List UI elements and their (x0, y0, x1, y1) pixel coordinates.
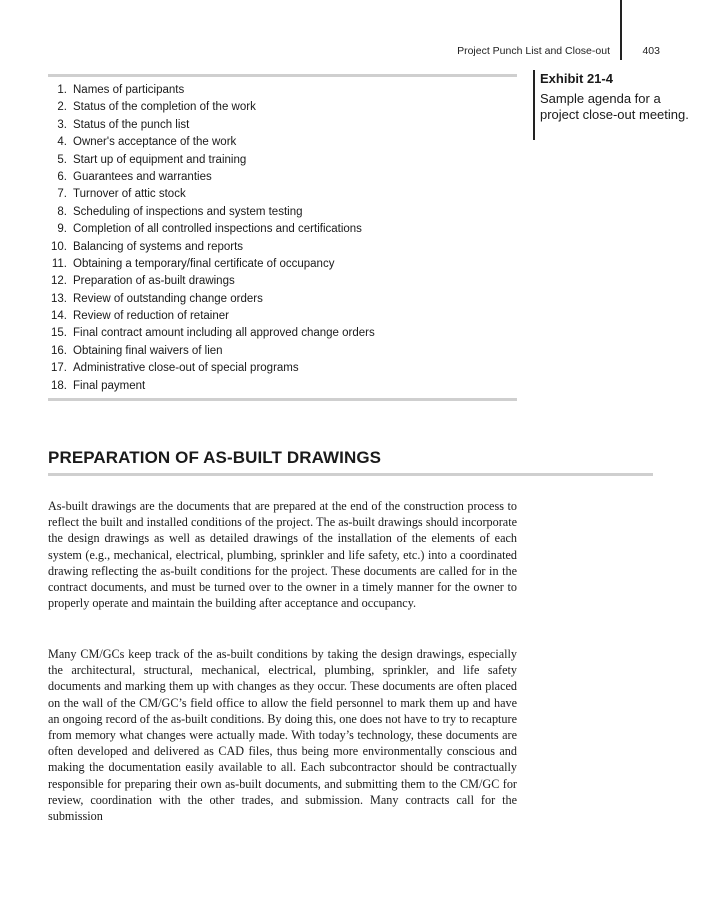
agenda-item (48, 291, 517, 308)
caption-bar (533, 70, 535, 140)
agenda-item-text: Turnover of attic stock (73, 188, 186, 201)
agenda-item-text: Start up of equipment and training (73, 153, 247, 166)
agenda-item-number: 10. (51, 240, 67, 253)
agenda-item-text: Completion of all controlled inspections and certifications (73, 223, 362, 236)
agenda-item (48, 325, 517, 342)
agenda-item-text: Names of participants (73, 84, 185, 96)
exhibit-label: Exhibit 21-4 (540, 71, 613, 86)
agenda-item (48, 99, 517, 116)
agenda-item-number: 5. (57, 153, 67, 166)
header-divider (620, 0, 622, 60)
agenda-item-number: 1. (57, 84, 67, 96)
agenda-item (48, 221, 517, 238)
agenda-item (48, 239, 517, 256)
agenda-item-number: 2. (57, 101, 67, 114)
agenda-item-text: Review of outstanding change orders (73, 292, 263, 305)
page-number: 403 (642, 45, 660, 57)
body-paragraph: As-built drawings are the documents that are prepared at the end of the construction process to reflect the built and installed conditions of the project. The as-built drawings should incorporate the design drawings as well as detailed drawings of the installation of the elements of each system (e.g., mechanical, electrical, plumbing, sprinkler and life safety, etc.) into a coordinated drawing reflecting the as-built conditions for the project. These documents are called for in the contract documents, and must be turned over to the owner in a timely manner for the owner to properly operate and maintain the building after acceptance and occupancy. (48, 499, 517, 611)
agenda-item (48, 343, 517, 360)
exhibit-bottom-rule (48, 398, 517, 401)
agenda-item (48, 308, 517, 325)
agenda-item-number: 9. (57, 223, 67, 236)
exhibit-caption: Sample agenda for a project close-out meeting. (540, 91, 689, 122)
agenda-item (48, 169, 517, 186)
agenda-item-number: 13. (51, 292, 67, 305)
agenda-item-number: 8. (57, 205, 67, 218)
agenda-item (48, 256, 517, 273)
agenda-item-number: 16. (51, 344, 67, 357)
agenda-item-number: 15. (51, 327, 67, 340)
agenda-item (48, 378, 517, 395)
agenda-item-text: Final contract amount including all approved change orders (73, 327, 375, 340)
agenda-item-text: Owner's acceptance of the work (73, 136, 237, 149)
agenda-item-number: 11. (51, 257, 67, 270)
agenda-item (48, 152, 517, 169)
heading-rule (48, 473, 653, 476)
agenda-item-number: 17. (51, 362, 67, 375)
agenda-item-text: Administrative close-out of special programs (73, 362, 299, 375)
agenda-item (48, 204, 517, 221)
exhibit-caption-block (540, 71, 690, 123)
agenda-item-number: 14. (51, 310, 67, 323)
agenda-item (48, 186, 517, 203)
body-paragraph: Many CM/GCs keep track of the as-built conditions by taking the design drawings, especially the architectural, structural, mechanical, electrical, plumbing, sprinkler, and life safety documents and marking them up with changes as they occur. These documents are often placed on the wall of the CM/GC’s field office to allow the field personnel to mark them up and have an ongoing record of the as-built conditions. By doing this, one does not have to try to recapture from memory what changes were actually made. With today’s technology, these documents are often developed and delivered as CAD files, thus being more environmentally conscious and making the documentation easily available to all. Each subcontractor should be contractually responsible for preparing their own as-built documents, and submitting them to the CM/GC for review, coordination with the other trades, and submission. Many contracts call for the submission (48, 647, 517, 824)
agenda-item-text: Final payment (73, 379, 146, 392)
agenda-item-number: 6. (57, 170, 67, 183)
exhibit-top-rule (48, 74, 517, 77)
agenda-item (48, 82, 517, 99)
agenda-item-text: Obtaining a temporary/final certificate of occupancy (73, 257, 335, 270)
agenda-item-text: Balancing of systems and reports (73, 240, 244, 253)
agenda-item-text: Status of the punch list (73, 118, 190, 131)
agenda-item-text: Obtaining final waivers of lien (73, 344, 223, 357)
agenda-item (48, 273, 517, 290)
agenda-item-text: Status of the completion of the work (73, 101, 256, 114)
agenda-item-number: 3. (57, 118, 67, 131)
agenda-item-number: 7. (57, 188, 67, 201)
agenda-item-text: Review of reduction of retainer (73, 310, 229, 323)
agenda-item (48, 117, 517, 134)
agenda-item-number: 12. (51, 275, 67, 288)
agenda-list (48, 82, 517, 395)
running-header-title: Project Punch List and Close-out (457, 45, 610, 57)
agenda-item-text: Preparation of as-built drawings (73, 275, 235, 288)
agenda-item-text: Scheduling of inspections and system testing (73, 205, 303, 218)
agenda-item (48, 134, 517, 151)
section-heading: PREPARATION OF AS-BUILT DRAWINGS (48, 448, 382, 467)
agenda-item-number: 18. (51, 379, 67, 392)
agenda-item-text: Guarantees and warranties (73, 170, 212, 183)
agenda-item (48, 360, 517, 377)
agenda-item-number: 4. (57, 136, 67, 149)
